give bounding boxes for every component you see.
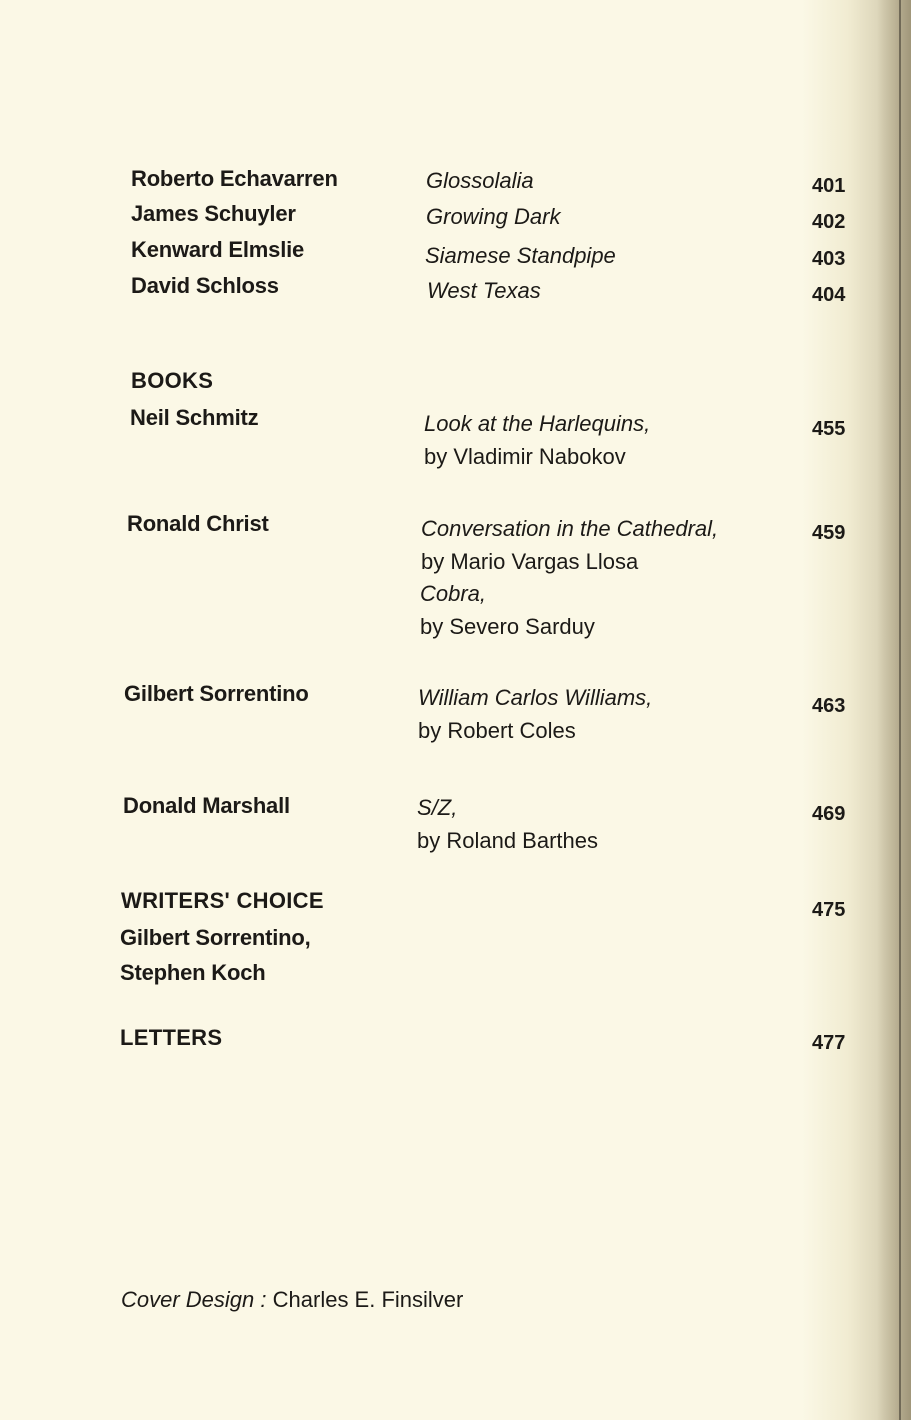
credit-label: Cover Design : bbox=[121, 1287, 267, 1312]
writers-choice-page-number: 475 bbox=[812, 899, 846, 921]
review-work-title: Look at the Harlequins, bbox=[424, 411, 651, 436]
review-work bbox=[417, 791, 598, 857]
books-heading: BOOKS bbox=[131, 368, 214, 393]
review-author: Gilbert Sorrentino bbox=[124, 681, 309, 706]
entry-author: James Schuyler bbox=[131, 201, 296, 226]
entry-author: Roberto Echavarren bbox=[131, 166, 338, 191]
review-work bbox=[418, 681, 652, 747]
entry-page-number: 402 bbox=[812, 211, 846, 233]
review-work-author: by Roland Barthes bbox=[417, 828, 598, 853]
review-author: Ronald Christ bbox=[127, 511, 269, 536]
review-work bbox=[420, 577, 595, 643]
book-spine-shadow bbox=[877, 0, 911, 1420]
entry-page-number: 403 bbox=[812, 248, 846, 270]
review-page-number: 455 bbox=[812, 418, 846, 440]
review-work-title: William Carlos Williams, bbox=[418, 685, 653, 710]
entry-author: Kenward Elmslie bbox=[131, 237, 305, 262]
letters-heading: LETTERS bbox=[120, 1025, 223, 1050]
review-work bbox=[421, 512, 718, 578]
book-spine-edge bbox=[899, 0, 901, 1420]
writers-choice-heading: WRITERS' CHOICE bbox=[121, 888, 324, 913]
review-page-number: 459 bbox=[812, 522, 846, 544]
entry-title bbox=[426, 200, 560, 233]
entry-title-text: Glossolalia bbox=[426, 168, 534, 193]
writers-choice-author: Gilbert Sorrentino, bbox=[120, 925, 311, 950]
review-work-author: by Mario Vargas Llosa bbox=[421, 549, 639, 574]
review-work-title: Cobra, bbox=[420, 581, 487, 606]
review-author: Donald Marshall bbox=[123, 793, 290, 818]
review-work-author: by Severo Sarduy bbox=[420, 614, 595, 639]
entry-title bbox=[426, 164, 534, 197]
review-work-title: Conversation in the Cathedral, bbox=[421, 516, 719, 541]
review-work bbox=[424, 407, 650, 473]
entry-page-number: 404 bbox=[812, 284, 846, 306]
review-author: Neil Schmitz bbox=[130, 405, 259, 430]
review-page-number: 463 bbox=[812, 695, 846, 717]
entry-title-text: West Texas bbox=[427, 278, 541, 303]
letters-page-number: 477 bbox=[812, 1032, 846, 1054]
credit-name: Charles E. Finsilver bbox=[272, 1287, 464, 1312]
entry-title bbox=[425, 239, 616, 272]
review-page-number: 469 bbox=[812, 803, 846, 825]
cover-design-credit bbox=[121, 1287, 463, 1313]
entry-title-text: Siamese Standpipe bbox=[425, 243, 616, 268]
entry-page-number: 401 bbox=[812, 175, 846, 197]
writers-choice-author: Stephen Koch bbox=[120, 960, 266, 985]
review-work-author: by Robert Coles bbox=[418, 718, 576, 743]
entry-author: David Schloss bbox=[131, 273, 279, 298]
entry-title-text: Growing Dark bbox=[426, 204, 561, 229]
review-work-author: by Vladimir Nabokov bbox=[424, 444, 626, 469]
entry-title bbox=[427, 274, 541, 307]
review-work-title: S/Z, bbox=[417, 795, 458, 820]
